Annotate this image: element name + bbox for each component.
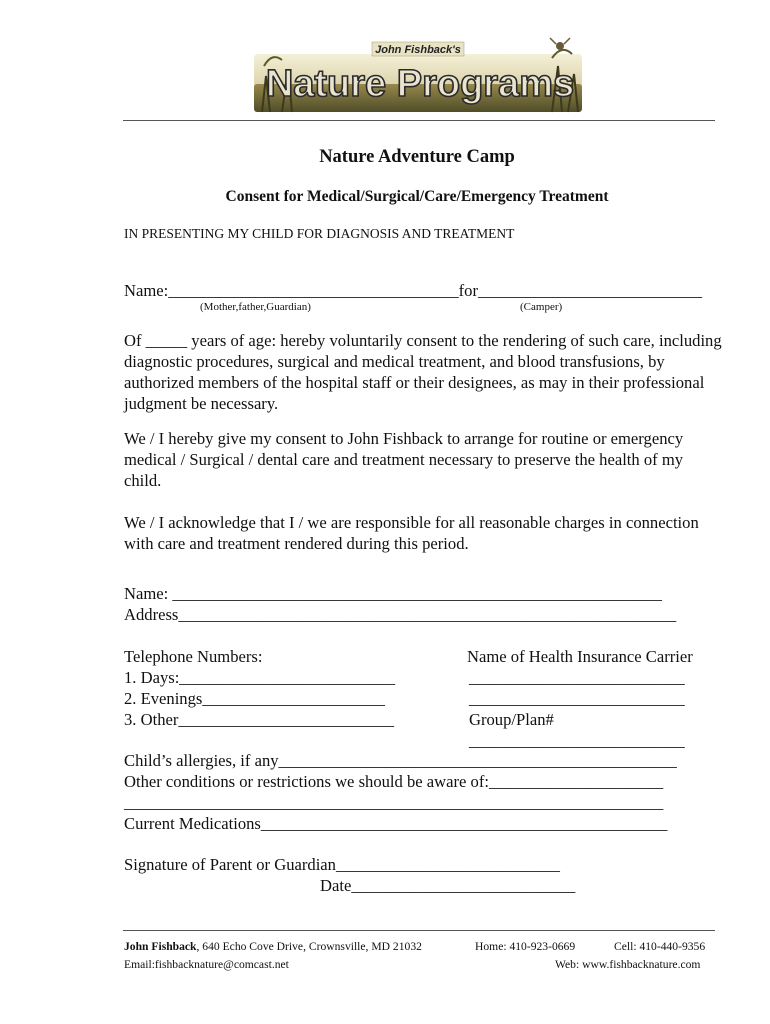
other-phone-field[interactable]: 3. Other__________________________ [124, 710, 395, 729]
nature-programs-logo [252, 36, 584, 114]
insurance-label: Name of Health Insurance Carrier [467, 647, 693, 666]
consent-paragraph: Of _____ years of age: hereby voluntarily consent to the rendering of such care, including diagnostic procedures, surgical and medical treatment, and blood transfusions, by authorized members of the hospital staff or their designees, as may in their professional judgment be necessary. [124, 331, 722, 413]
logo-small-text: John Fishback's [375, 44, 461, 56]
group-plan-field[interactable]: __________________________ [469, 731, 685, 750]
charges-paragraph: We / I acknowledge that I / we are responsible for all reasonable charges in connection with care and treatment rendered during this period. [124, 513, 699, 553]
footer-home-phone: Home: 410-923-0669 [475, 940, 576, 953]
intro-text: IN PRESENTING MY CHILD FOR DIAGNOSIS AND TREATMENT [124, 226, 515, 241]
page-subtitle: Consent for Medical/Surgical/Care/Emergency Treatment [225, 188, 609, 205]
telephone-label: Telephone Numbers: [124, 647, 263, 666]
logo-big-text: Nature Programs [265, 63, 575, 105]
address-field[interactable]: Address____________________________________________________________ [124, 605, 677, 624]
footer-web[interactable]: Web: www.fishbacknature.com [555, 958, 701, 971]
footer-cell-phone: Cell: 410-440-9356 [614, 940, 706, 953]
parent-signature-field[interactable]: Signature of Parent or Guardian___________________________ [124, 855, 560, 874]
sublabel-camper: (Camper) [520, 301, 563, 313]
group-plan-label: Group/Plan# [469, 710, 554, 729]
contact-name-field[interactable]: Name: ___________________________________________________________ [124, 584, 662, 603]
footer-name-address [124, 940, 422, 953]
days-phone-field[interactable]: 1. Days:__________________________ [124, 668, 396, 687]
evenings-phone-field[interactable]: 2. Evenings______________________ [124, 689, 385, 708]
medications-field[interactable]: Current Medications_________________________________________________ [124, 814, 668, 833]
allergies-field[interactable]: Child’s allergies, if any________________________________________________ [124, 751, 677, 770]
conditions-field[interactable]: Other conditions or restrictions we should be aware of:_____________________ [124, 772, 664, 791]
page-title: Nature Adventure Camp [319, 147, 515, 167]
footer-address: , 640 Echo Cove Drive, Crownsville, MD 21032 [196, 940, 422, 953]
footer-email[interactable]: Email:fishbacknature@comcast.net [124, 958, 289, 971]
insurance-field[interactable]: __________________________ [469, 668, 685, 687]
sublabel-guardian: (Mother,father,Guardian) [200, 301, 311, 313]
footer-rule [123, 930, 715, 931]
insurance-field-2[interactable]: __________________________ [469, 689, 685, 708]
conditions-extra-line[interactable]: _________________________________________________________________ [124, 793, 664, 812]
name-for-line[interactable]: Name:___________________________________for___________________________ [124, 281, 702, 300]
header-rule [123, 120, 715, 121]
arrangement-paragraph: We / I hereby give my consent to John Fishback to arrange for routine or emergency medical / Surgical / dental care and treatment necessary to preserve the health of my child. [124, 429, 684, 490]
footer-name: John Fishback [124, 940, 197, 953]
date-field[interactable]: Date___________________________ [320, 876, 576, 895]
